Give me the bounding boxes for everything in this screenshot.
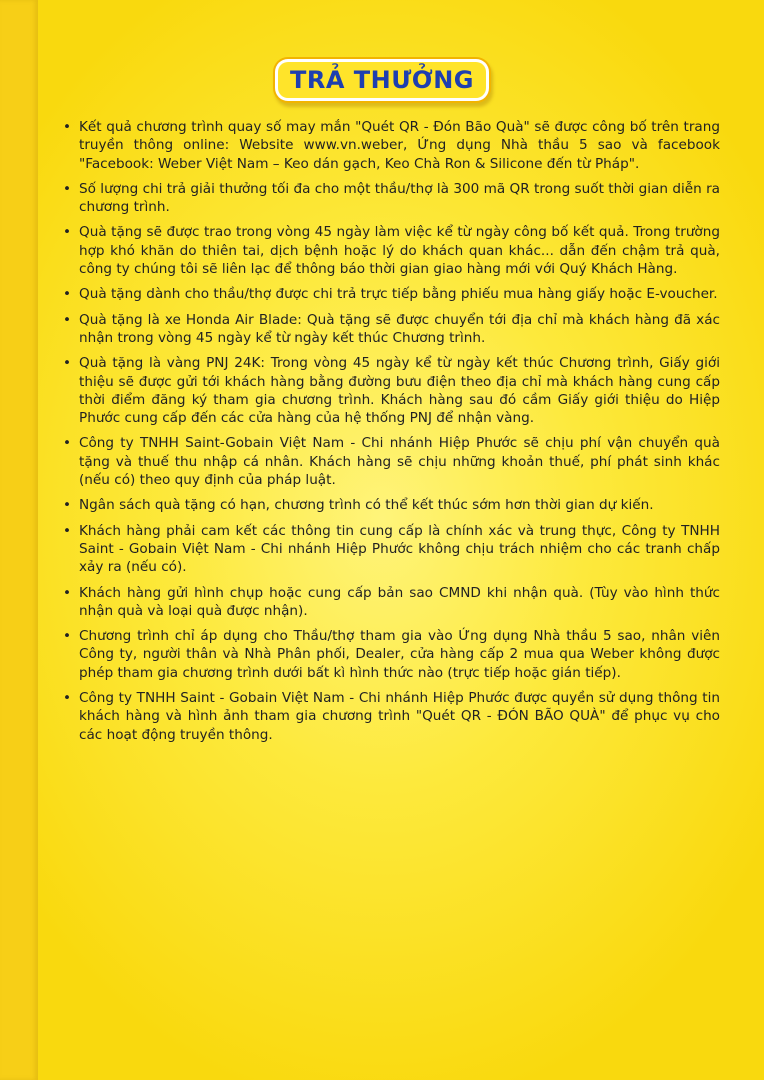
- rule-text: Quà tặng là vàng PNJ 24K: Trong vòng 45 ngày kể từ ngày kết thúc Chương trình, Giấy giới thiệu sẽ được gửi tới khách hàng bằng đường bưu điện theo địa chỉ mà khách hàng cung cấp thời điểm đăng ký tham gia chương trình. Khách hàng sau đó cầm Giấy giới thiệu do Hiệp Phước cung cấp đến các cửa hàng của hệ thống PNJ để nhận vàng.: [79, 355, 720, 427]
- rule-item: [60, 434, 720, 489]
- bullet-icon: •: [63, 286, 72, 303]
- rule-item: [60, 584, 720, 621]
- bullet-icon: •: [63, 522, 72, 539]
- rule-text: Công ty TNHH Saint-Gobain Việt Nam - Chi nhánh Hiệp Phước sẽ chịu phí vận chuyển quà tặng và thuế thu nhập cá nhân. Khách hàng sẽ chịu những khoản thuế, phí phát sinh khác (nếu có) theo quy định của pháp luật.: [79, 435, 720, 489]
- rule-item: [60, 496, 720, 514]
- rule-item: [60, 311, 720, 348]
- rule-text: Quà tặng là xe Honda Air Blade: Quà tặng sẽ được chuyển tới địa chỉ mà khách hàng đã xác nhận trong vòng 45 ngày kể từ ngày kết thúc Chương trình.: [79, 311, 720, 346]
- rule-text: Số lượng chi trả giải thưởng tối đa cho một thầu/thợ là 300 mã QR trong suốt thời gian diễn ra chương trình.: [79, 180, 720, 216]
- bullet-icon: •: [63, 224, 72, 241]
- rule-text: Khách hàng phải cam kết các thông tin cung cấp là chính xác và trung thực, Công ty TNHH Saint - Gobain Việt Nam - Chi nhánh Hiệp Phước không chịu trách nhiệm cho các tranh chấp xảy ra (nếu có).: [79, 522, 720, 576]
- bullet-icon: •: [63, 628, 72, 645]
- rule-text: Kết quả chương trình quay số may mắn "Quét QR - Đón Bão Quà" sẽ được công bố trên trang truyền thông online: Website www.vn.weber, Ứng dụng Nhà thầu 5 sao và facebook "Facebook: Weber Việt Nam – Keo dán gạch, Keo Chà Ron & Silicone đến từ Pháp".: [79, 119, 720, 172]
- rule-item: [60, 285, 720, 303]
- rule-text: Khách hàng gửi hình chụp hoặc cung cấp bản sao CMND khi nhận quà. (Tùy vào hình thức nhận quà và loại quà được nhận).: [79, 584, 720, 619]
- bullet-icon: •: [63, 180, 72, 197]
- page-title-badge: TRẢ THƯỞNG: [278, 62, 486, 98]
- rule-item: [60, 354, 720, 427]
- rule-text: Chương trình chỉ áp dụng cho Thầu/thợ tham gia vào Ứng dụng Nhà thầu 5 sao, nhân viên Công ty, người thân và Nhà Phân phối, Dealer, cửa hàng cấp 2 mua qua Weber không được phép tham gia chương trình dưới bất kì hình thức nào (trực tiếp hoặc gián tiếp).: [79, 628, 720, 681]
- rule-text: Quà tặng sẽ được trao trong vòng 45 ngày làm việc kể từ ngày công bố kết quả. Trong trường hợp khó khăn do thiên tai, dịch bệnh hoặc lý do khách quan khác... dẫn đến chậm trả quà, công ty chúng tôi sẽ liên lạc để thông báo thời gian giao hàng mới với Quý Khách Hàng.: [79, 224, 720, 278]
- bullet-icon: •: [63, 435, 72, 452]
- bullet-icon: •: [63, 355, 72, 372]
- rule-item: [60, 522, 720, 577]
- rule-item: [60, 180, 720, 217]
- rule-item: [60, 627, 720, 682]
- rule-text: Ngân sách quà tặng có hạn, chương trình có thể kết thúc sớm hơn thời gian dự kiến.: [79, 497, 654, 514]
- rule-text: Quà tặng dành cho thầu/thợ được chi trả trực tiếp bằng phiếu mua hàng giấy hoặc E-voucher.: [79, 286, 718, 303]
- page-title: [0, 62, 764, 98]
- bullet-icon: •: [63, 584, 72, 601]
- rule-item: [60, 689, 720, 744]
- rule-text: Công ty TNHH Saint - Gobain Việt Nam - Chi nhánh Hiệp Phước được quyền sử dụng thông tin khách hàng và hình ảnh tham gia chương trình "Quét QR - ĐÓN BÃO QUÀ" để phục vụ cho các hoạt động truyền thông.: [79, 690, 720, 743]
- rules-list: [60, 118, 720, 751]
- bullet-icon: •: [63, 119, 72, 135]
- bullet-icon: •: [63, 690, 72, 707]
- bullet-icon: •: [63, 311, 72, 328]
- rule-item: [60, 223, 720, 278]
- bullet-icon: •: [63, 497, 72, 514]
- rule-item: [60, 118, 720, 173]
- left-edge-band: [0, 0, 38, 1080]
